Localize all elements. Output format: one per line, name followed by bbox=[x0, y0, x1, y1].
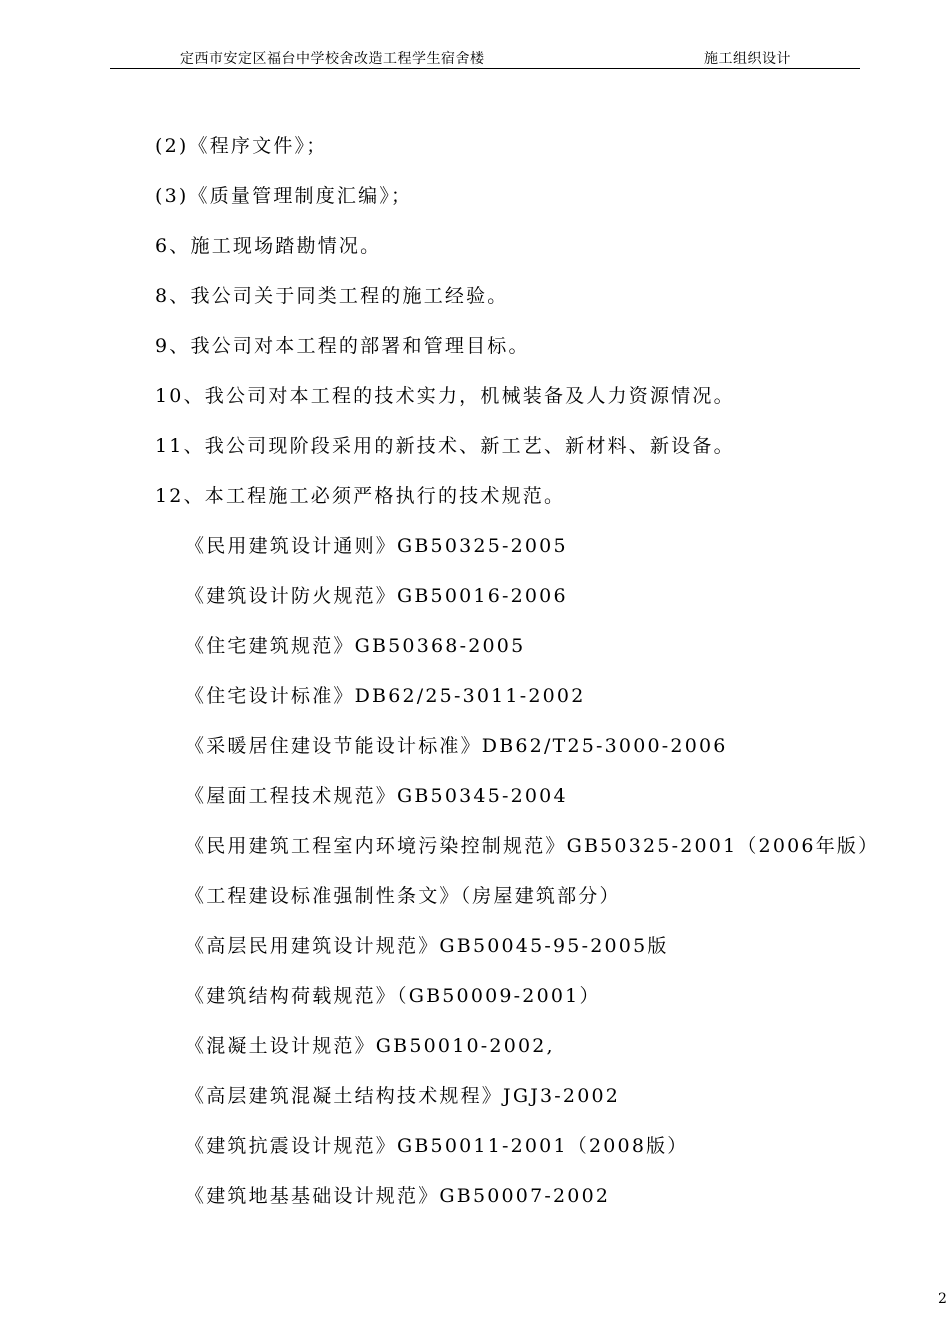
standard-item: 《民用建筑工程室内环境污染控制规范》GB50325-2001（2006年版） bbox=[185, 835, 880, 857]
standard-item: 《住宅建筑规范》GB50368-2005 bbox=[185, 635, 526, 657]
list-item-new-technologies: 11、我公司现阶段采用的新技术、新工艺、新材料、新设备。 bbox=[155, 435, 735, 457]
standard-item: 《高层建筑混凝土结构技术规程》JGJ3-2002 bbox=[185, 1085, 621, 1107]
standard-item: 《混凝土设计规范》GB50010-2002, bbox=[185, 1035, 555, 1057]
list-item-deployment-goals: 9、我公司对本工程的部署和管理目标。 bbox=[155, 335, 530, 357]
standard-item: 《建筑地基基础设计规范》GB50007-2002 bbox=[185, 1185, 611, 1207]
standard-item: 《建筑结构荷载规范》（GB50009-2001） bbox=[185, 985, 601, 1007]
list-item-site-survey: 6、施工现场踏勘情况。 bbox=[155, 235, 382, 257]
list-item-quality-management: (3)《质量管理制度汇编》； bbox=[155, 185, 413, 207]
header-project-title: 定西市安定区福台中学校舍改造工程学生宿舍楼 bbox=[180, 51, 485, 67]
list-item-technical-standards: 12、本工程施工必须严格执行的技术规范。 bbox=[155, 485, 566, 507]
standard-item: 《建筑抗震设计规范》GB50011-2001（2008版） bbox=[185, 1135, 689, 1157]
list-item-construction-experience: 8、我公司关于同类工程的施工经验。 bbox=[155, 285, 509, 307]
header-divider bbox=[110, 68, 860, 69]
standard-item: 《建筑设计防火规范》GB50016-2006 bbox=[185, 585, 568, 607]
list-item-technical-strength: 10、我公司对本工程的技术实力，机械装备及人力资源情况。 bbox=[155, 385, 735, 407]
standard-item: 《民用建筑设计通则》GB50325-2005 bbox=[185, 535, 568, 557]
header-document-title: 施工组织设计 bbox=[704, 51, 791, 67]
standard-item: 《采暖居住建设节能设计标准》DB62/T25-3000-2006 bbox=[185, 735, 728, 757]
list-item-program-documents: (2)《程序文件》； bbox=[155, 135, 328, 157]
standard-item: 《高层民用建筑设计规范》GB50045-95-2005版 bbox=[185, 935, 669, 957]
standard-item: 《屋面工程技术规范》GB50345-2004 bbox=[185, 785, 568, 807]
page-number: 2 bbox=[938, 1291, 947, 1307]
standard-item: 《工程建设标准强制性条文》（房屋建筑部分） bbox=[185, 885, 621, 907]
standard-item: 《住宅设计标准》DB62/25-3011-2002 bbox=[185, 685, 586, 707]
